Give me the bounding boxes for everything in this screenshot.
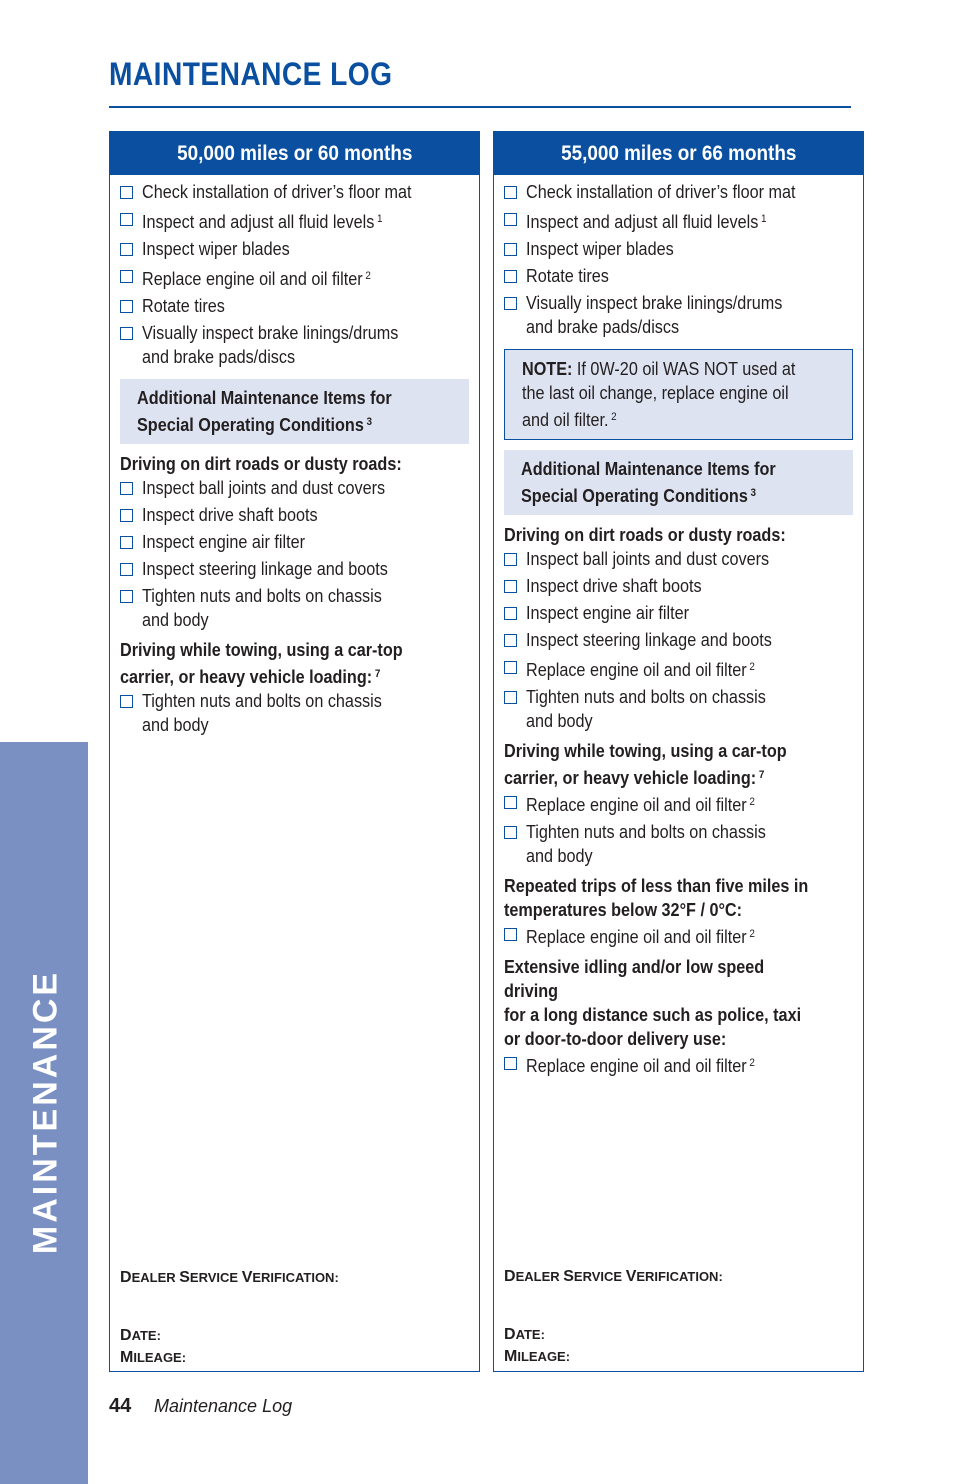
checklist-item[interactable]: Tighten nuts and bolts on chassis and body [120, 584, 469, 632]
date-label: DATE: [120, 1327, 161, 1344]
checklist-item[interactable]: Inspect ball joints and dust covers [504, 547, 853, 571]
condition-heading-towing: Driving while towing, using a car-top carrier, or heavy vehicle loading: $^7$ [504, 741, 787, 788]
title-divider [109, 106, 851, 108]
checkbox-icon[interactable] [504, 928, 517, 941]
checkbox-icon[interactable] [504, 243, 517, 256]
checklist-item[interactable]: Inspect wiper blades [504, 237, 853, 261]
checkbox-icon[interactable] [120, 590, 133, 603]
checkbox-icon[interactable] [120, 482, 133, 495]
footnote-ref: 1 [761, 213, 767, 225]
checklist-item[interactable]: Rotate tires [504, 264, 853, 288]
dealer-verification-label: DEALER SERVICE VERIFICATION: [504, 1268, 723, 1285]
checkbox-icon[interactable] [120, 327, 133, 340]
condition-heading-towing: Driving while towing, using a car-top carrier, or heavy vehicle loading: $^7$ [120, 640, 403, 687]
mileage-label: MILEAGE: [504, 1348, 571, 1365]
condition-heading-short-trips: Repeated trips of less than five miles in temperatures below 32°F / 0°C: [504, 876, 809, 920]
checkbox-icon[interactable] [504, 634, 517, 647]
checklist-item[interactable]: Inspect and adjust all fluid levels $^1$ [504, 207, 853, 234]
checkbox-icon[interactable] [504, 580, 517, 593]
checklist-item[interactable]: Inspect and adjust all fluid levels $^1$ [120, 207, 469, 234]
footnote-ref: 2 [749, 928, 755, 940]
additional-items-box: Additional Maintenance Items for Special Operating Conditions $^3$ [120, 379, 469, 444]
condition-heading-dirt: Driving on dirt roads or dusty roads: [504, 525, 786, 545]
checkbox-icon[interactable] [504, 607, 517, 620]
checkbox-icon[interactable] [120, 270, 133, 283]
dealer-verification-label: DEALER SERVICE VERIFICATION: [120, 1269, 339, 1286]
checklist-item[interactable]: Inspect drive shaft boots [504, 574, 853, 598]
checklist-item[interactable]: Visually inspect brake linings/drums and brake pads/discs [120, 321, 469, 369]
checklist-item[interactable]: Replace engine oil and oil filter $^2$ [120, 264, 469, 291]
checkbox-icon[interactable] [504, 1057, 517, 1070]
checklist-item[interactable]: Replace engine oil and oil filter $^2$ [504, 1051, 853, 1078]
checkbox-icon[interactable] [120, 536, 133, 549]
sidebar-label: MAINTENANCE [26, 969, 65, 1255]
checkbox-icon[interactable] [120, 213, 133, 226]
oil-note-box: NOTE: If 0W-20 oil WAS NOT used at the last oil change, replace engine oil and oil filter. $^2$ [504, 349, 853, 440]
checklist-item[interactable]: Inspect steering linkage and boots [504, 628, 853, 652]
page-title: MAINTENANCE LOG [109, 56, 393, 92]
checkbox-icon[interactable] [120, 300, 133, 313]
checklist-item[interactable]: Tighten nuts and bolts on chassis and body [504, 685, 853, 733]
checklist-item[interactable]: Check installation of driver’s floor mat [120, 180, 469, 204]
page-number: 44 [109, 1395, 132, 1417]
checklist-item[interactable]: Visually inspect brake linings/drums and brake pads/discs [504, 291, 853, 339]
checklist-item[interactable]: Rotate tires [120, 294, 469, 318]
condition-heading-dirt: Driving on dirt roads or dusty roads: [120, 454, 402, 474]
additional-items-box: Additional Maintenance Items for Special Operating Conditions $^3$ [504, 450, 853, 515]
checkbox-icon[interactable] [504, 186, 517, 199]
checkbox-icon[interactable] [120, 243, 133, 256]
checklist-item[interactable]: Inspect steering linkage and boots [120, 557, 469, 581]
checkbox-icon[interactable] [120, 509, 133, 522]
checklist-item[interactable]: Inspect drive shaft boots [120, 503, 469, 527]
checkbox-icon[interactable] [504, 826, 517, 839]
checkbox-icon[interactable] [120, 695, 133, 708]
checkbox-icon[interactable] [504, 661, 517, 674]
checklist-item[interactable]: Check installation of driver’s floor mat [504, 180, 853, 204]
checkbox-icon[interactable] [120, 563, 133, 576]
checkbox-icon[interactable] [504, 553, 517, 566]
checklist-item[interactable]: Inspect engine air filter [120, 530, 469, 554]
footnote-ref: 2 [749, 661, 755, 673]
checklist-item[interactable]: Replace engine oil and oil filter $^2$ [504, 922, 853, 949]
note-label: NOTE: [522, 359, 573, 379]
column-body [110, 175, 479, 737]
checklist-item[interactable]: Tighten nuts and bolts on chassis and body [504, 820, 853, 868]
checklist-item[interactable]: Inspect ball joints and dust covers [120, 476, 469, 500]
checkbox-icon[interactable] [504, 270, 517, 283]
checklist-item[interactable]: Tighten nuts and bolts on chassis and body [120, 689, 469, 737]
checkbox-icon[interactable] [504, 691, 517, 704]
column-body [494, 175, 863, 1078]
date-label: DATE: [504, 1326, 545, 1343]
condition-heading-idling: Extensive idling and/or low speed driving for a long distance such as police, taxi or door-to-door delivery use: [504, 957, 802, 1049]
mileage-label: MILEAGE: [120, 1349, 187, 1366]
checkbox-icon[interactable] [504, 297, 517, 310]
footer-label: Maintenance Log [154, 1396, 293, 1416]
checkbox-icon[interactable] [504, 213, 517, 226]
checklist-item[interactable]: Replace engine oil and oil filter $^2$ [504, 790, 853, 817]
footnote-ref: 2 [749, 796, 755, 808]
footnote-ref: 1 [377, 213, 383, 225]
log-column-55000 [493, 131, 864, 1372]
log-column-50000 [109, 131, 480, 1372]
checkbox-icon[interactable] [504, 796, 517, 809]
column-header: 55,000 miles or 66 months [494, 132, 863, 175]
column-header: 50,000 miles or 60 months [110, 132, 479, 175]
footnote-ref: 2 [365, 270, 371, 282]
checklist-item[interactable]: Inspect engine air filter [504, 601, 853, 625]
checklist-item[interactable]: Inspect wiper blades [120, 237, 469, 261]
footnote-ref: 2 [749, 1057, 755, 1069]
checkbox-icon[interactable] [120, 186, 133, 199]
checklist-item[interactable]: Replace engine oil and oil filter $^2$ [504, 655, 853, 682]
